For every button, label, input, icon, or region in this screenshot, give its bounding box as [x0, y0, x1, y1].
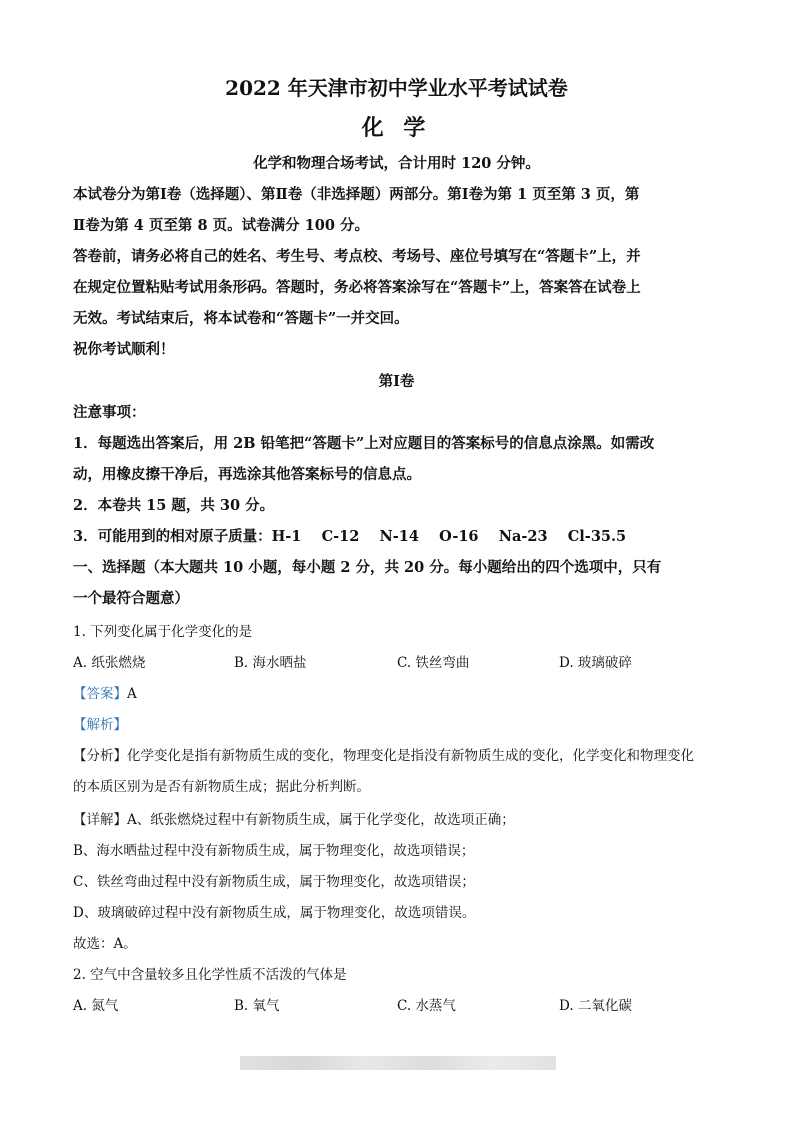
- intro-line-5: 在规定位置粘贴考试用条形码。答题时，务必将答案涂写在“答题卡”上，答案答在试卷上: [73, 279, 641, 296]
- note-1b: 动，用橡皮擦干净后，再选涂其他答案标号的信息点。: [73, 466, 421, 483]
- fenxi-text-b: 的本质区别为是否有新物质生成；据此分析判断。: [73, 779, 370, 795]
- answer-value: A: [127, 686, 137, 702]
- note-2: 2．本卷共 15 题，共 30 分。: [73, 497, 275, 514]
- q1-stem: 1. 下列变化属于化学变化的是: [73, 624, 253, 640]
- q1-detail-line-1: [73, 808, 515, 828]
- q1-option-c: C. 铁丝弯曲: [397, 655, 470, 671]
- note-1a: 1．每题选出答案后，用 2B 铅笔把“答题卡”上对应题目的答案标号的信息点涂黑。如需改: [73, 435, 655, 452]
- detail-tag: 【详解】: [73, 812, 127, 828]
- subject-title: 化 学: [361, 115, 432, 141]
- intro-line-6: 无效。考试结束后，将本试卷和“答题卡”一并交回。: [73, 310, 409, 327]
- intro-line-3: Ⅱ卷为第 4 页至第 8 页。试卷满分 100 分。: [73, 217, 369, 234]
- intro-line-2: 本试卷分为第Ⅰ卷（选择题）、第Ⅱ卷（非选择题）两部分。第Ⅰ卷为第 1 页至第 3 页，第: [73, 186, 640, 203]
- answer-tag: 【答案】: [73, 686, 127, 702]
- detail-3: C、铁丝弯曲过程中没有新物质生成，属于物理变化，故选项错误；: [73, 874, 475, 890]
- analysis-tag: 【解析】: [73, 717, 127, 733]
- part-heading-a: 一、选择题（本大题共 10 小题，每小题 2 分，共 20 分。每小题给出的四个选项中，只有: [73, 559, 662, 576]
- q2-option-b: B. 氧气: [234, 998, 280, 1014]
- note-3: 3．可能用到的相对原子质量：H-1 C-12 N-14 O-16 Na-23 Cl-35.5: [73, 528, 627, 545]
- fenxi-text-a: 化学变化是指有新物质生成的变化，物理变化是指没有新物质生成的变化，化学变化和物理变化: [127, 748, 694, 764]
- detail-1: A、纸张燃烧过程中有新物质生成，属于化学变化，故选项正确；: [127, 812, 515, 828]
- q1-answer-line: [73, 682, 137, 702]
- detail-4: D、玻璃破碎过程中没有新物质生成，属于物理变化，故选项错误。: [73, 905, 476, 921]
- q2-stem: 2. 空气中含量较多且化学性质不活泼的气体是: [73, 967, 347, 983]
- intro-line-1: 化学和物理合场考试，合计用时 120 分钟。: [253, 155, 540, 172]
- q1-choice: 故选：A。: [73, 936, 137, 952]
- section-heading: 第Ⅰ卷: [378, 373, 415, 390]
- q1-option-d: D. 玻璃破碎: [559, 655, 632, 671]
- q2-option-d: D. 二氧化碳: [559, 998, 632, 1014]
- q1-option-a: A. 纸张燃烧: [73, 655, 146, 671]
- q2-option-a: A. 氮气: [73, 998, 119, 1014]
- intro-line-7: 祝你考试顺利！: [73, 341, 175, 358]
- intro-line-4: 答卷前，请务必将自己的姓名、考生号、考点校、考场号、座位号填写在“答题卡”上，并: [73, 248, 641, 265]
- fenxi-tag: 【分析】: [73, 748, 127, 764]
- q1-option-b: B. 海水晒盐: [234, 655, 307, 671]
- notes-title: 注意事项：: [73, 404, 146, 421]
- detail-2: B、海水晒盐过程中没有新物质生成，属于物理变化，故选项错误；: [73, 843, 475, 859]
- q1-fenxi-line-1: [73, 744, 694, 764]
- q2-option-c: C. 水蒸气: [397, 998, 456, 1014]
- exam-title: 2022 年天津市初中学业水平考试试卷: [225, 76, 568, 100]
- blurred-footer-watermark: [240, 1056, 556, 1070]
- part-heading-b: 一个最符合题意）: [73, 590, 189, 607]
